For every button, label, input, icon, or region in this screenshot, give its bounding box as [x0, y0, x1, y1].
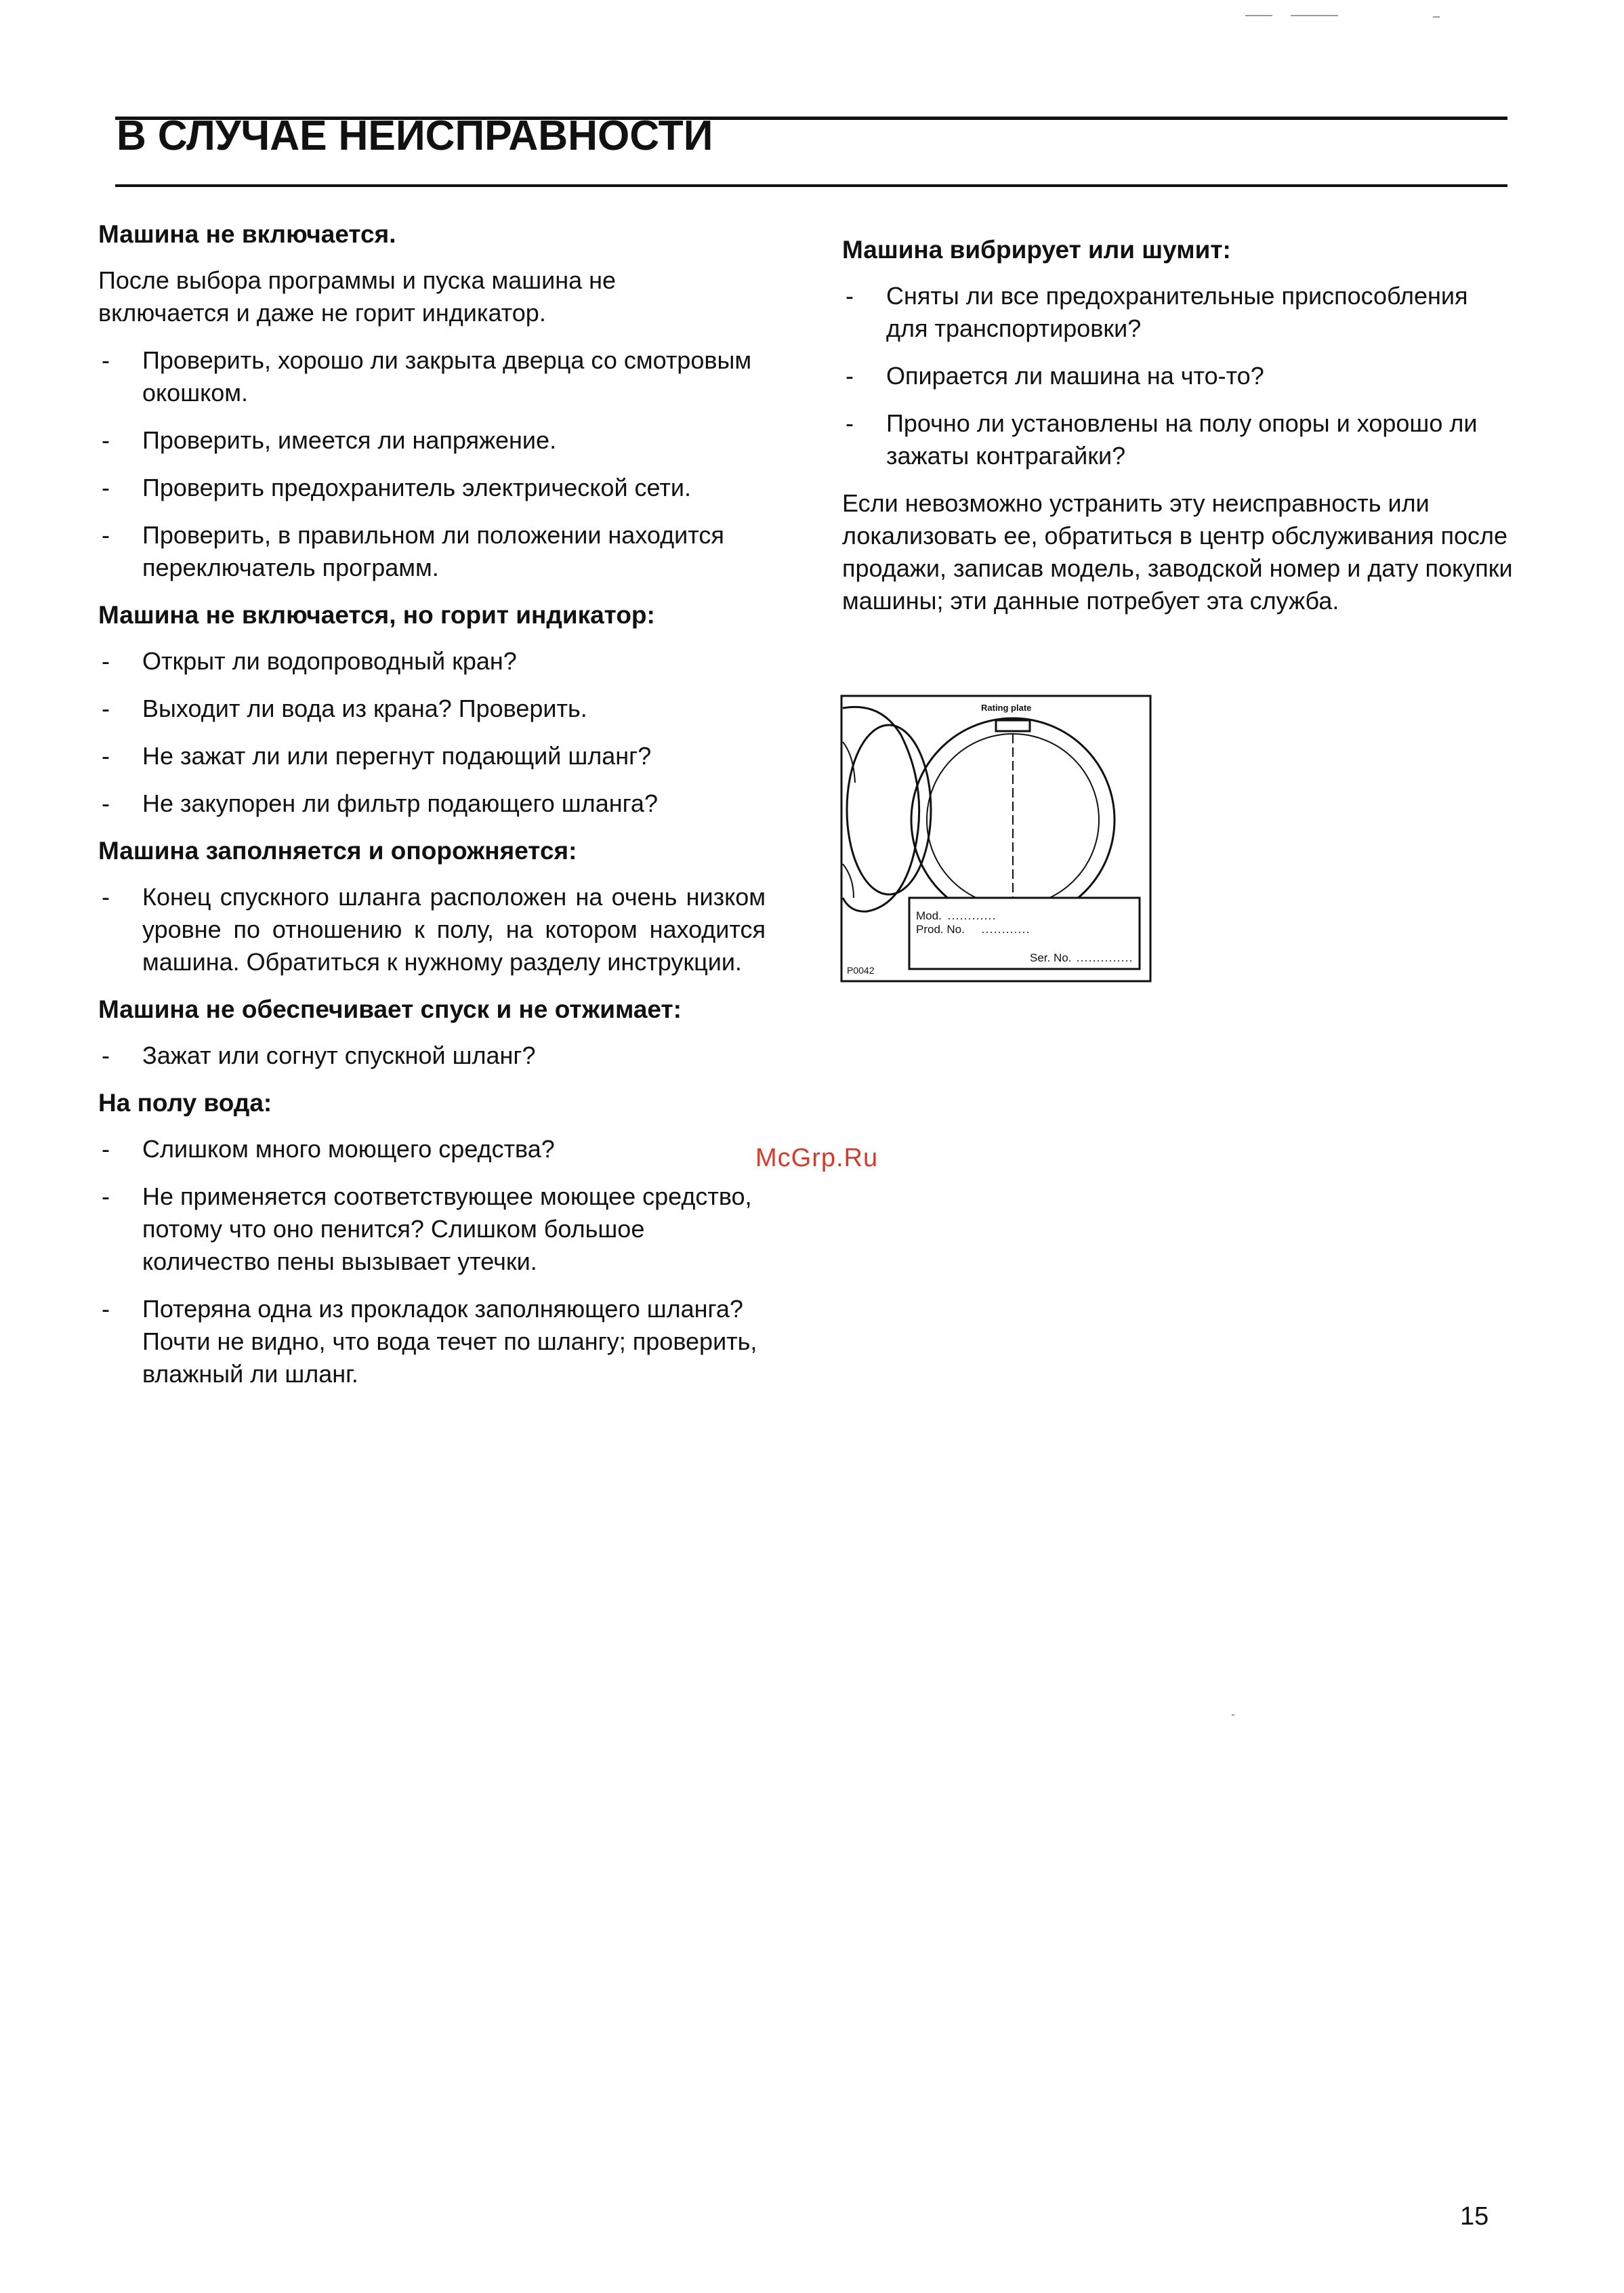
title-bottom-rule [115, 184, 1507, 187]
check-list [98, 1133, 766, 1390]
list-item: - Открыт ли водопроводный кран? [102, 647, 517, 675]
mod-label: Mod. [916, 909, 942, 922]
list-item: - Проверить, хорошо ли закрыта дверца со смотровым окошком. [102, 346, 752, 407]
list-item: - Не закупорен ли фильтр подающего шланга? [102, 789, 658, 817]
check-list [98, 645, 766, 820]
list-item: - Не применяется соответствующее моющее средство, потому что оно пенится? Слишком большое количество пены вызывает утечки. [102, 1182, 752, 1275]
scan-mark [1291, 15, 1338, 16]
section-heading: Машина не включается, но горит индикатор: [98, 601, 655, 629]
scan-mark [1433, 16, 1440, 18]
section-heading: Машина не обеспечивает спуск и не отжимает: [98, 995, 682, 1023]
section-heading: На полу вода: [98, 1089, 272, 1117]
section-heading: Машина заполняется и опорожняется: [98, 837, 577, 865]
rating-plate-marker [996, 720, 1030, 731]
section-no-power [98, 218, 766, 584]
check-list [842, 280, 1513, 472]
list-item: - Проверить, в правильном ли положении находится переключатель программ. [102, 521, 724, 581]
list-item: - Проверить, имеется ли напряжение. [102, 426, 557, 454]
section-fills-and-drains [98, 835, 766, 978]
list-item: - Потеряна одна из прокладок заполняющего шланга? Почти не видно, что вода течет по шлангу; проверить, влажный ли шланг. [102, 1295, 757, 1388]
rating-plate-figure [840, 695, 1152, 983]
service-paragraph: Если невозможно устранить эту неисправность или локализовать ее, обратиться в центр обслуживания после продажи, записав модель, заводской номер и дату покупки машины; эти данные потребует эта служба. [842, 489, 1513, 615]
watermark-text: McGrp.Ru [755, 1144, 879, 1172]
list-item: - Слишком много моющего средства? [102, 1135, 555, 1163]
figure-code: P0042 [847, 965, 875, 976]
rating-plate-label: Rating plate [981, 703, 1032, 713]
list-item: - Конец спускного шланга расположен на очень низком уровне по отношению к полу, на котором находится машина. Обратиться к нужному разделу инструкции. [102, 883, 766, 976]
door-icon [843, 707, 919, 911]
section-vibration-noise [842, 234, 1513, 617]
check-list [98, 1039, 766, 1072]
right-column [842, 234, 1513, 632]
list-item: - Зажат или согнут спускной шланг? [102, 1041, 536, 1069]
prod-no-label: Prod. No. [916, 923, 965, 936]
check-list [98, 881, 766, 978]
scan-mark [1232, 1714, 1234, 1716]
section-intro: После выбора программы и пуска машина не включается и даже не горит индикатор. [98, 266, 617, 327]
check-list [98, 344, 766, 584]
section-heading: Машина не включается. [98, 220, 396, 248]
list-item: - Сняты ли все предохранительные приспособления для транспортировки? [846, 282, 1468, 342]
list-item: - Не зажат ли или перегнут подающий шланг? [102, 742, 652, 770]
list-item: - Выходит ли вода из крана? Проверить. [102, 695, 587, 722]
page-number: 15 [1460, 2202, 1489, 2231]
left-column [98, 218, 766, 1405]
scan-mark [1245, 15, 1272, 16]
page-title: В СЛУЧАЕ НЕИСПРАВНОСТИ [117, 112, 713, 159]
list-item: - Проверить предохранитель электрической сети. [102, 474, 691, 501]
list-item: - Прочно ли установлены на полу опоры и хорошо ли зажаты контрагайки? [846, 409, 1478, 470]
door-hinge [843, 742, 855, 898]
section-no-power-indicator-on [98, 599, 766, 820]
section-water-on-floor [98, 1087, 766, 1390]
ser-no-label: Ser. No. [1030, 951, 1072, 964]
list-item: - Опирается ли машина на что-то? [846, 362, 1264, 390]
section-no-drain-no-spin [98, 993, 766, 1072]
section-heading: Машина вибрирует или шумит: [842, 236, 1231, 264]
